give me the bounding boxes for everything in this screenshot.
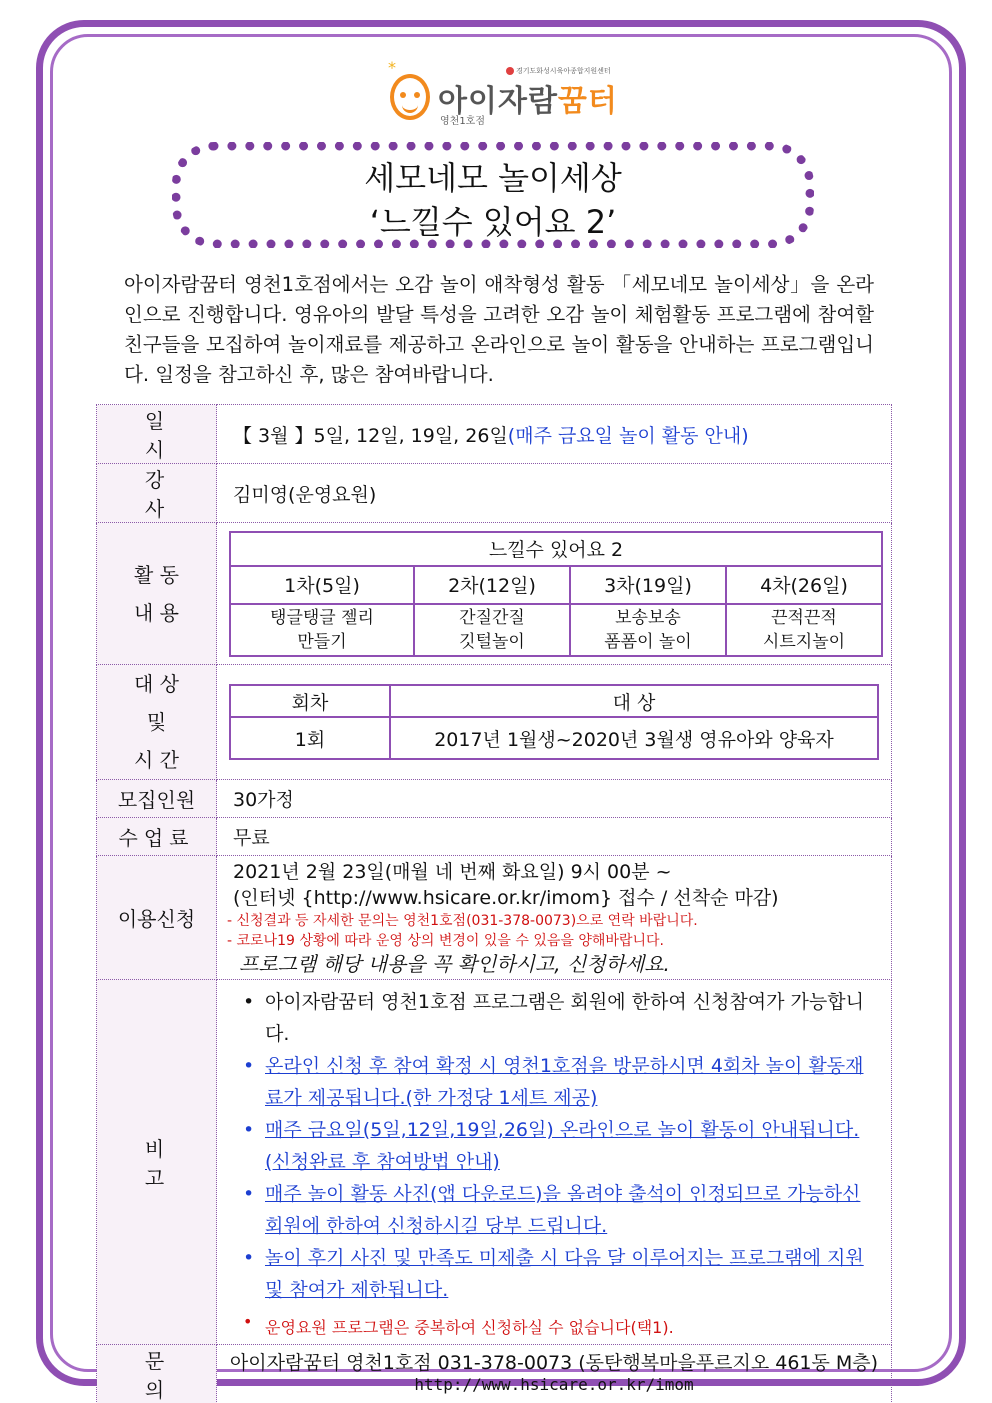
instructor-value: 김미영(운영요원) [217,464,892,523]
list-item: • 놀이 후기 사진 및 만족도 미제출 시 다음 달 이루어지는 프로그램에 지원 및 참여가 제한됩니다. [243,1247,864,1301]
target-round: 1회 [230,717,390,759]
title-box [172,142,814,248]
row-remarks [97,980,892,1345]
logo [386,60,616,130]
list-item: • 온라인 신청 후 참여 확정 시 영천1호점을 방문하시면 4회차 놀이 활동재료가 제공됩니다.(한 가정당 1세트 제공) [243,1055,864,1109]
session-activity: 간질간질 깃털놀이 [414,604,570,656]
remarks-cell [217,980,892,1345]
application-line2: (인터넷 {http://www.hsicare.or.kr/imom} 접수 / 선착순 마감) [233,886,779,909]
remarks-label: 비고 [97,980,217,1345]
intro-paragraph: 아이자람꿈터 영천1호점에서는 오감 놀이 애착형성 활동 「세모네모 놀이세상」을 온라인으로 진행합니다. 영유아의 발달 특성을 고려한 오감 놀이 체험활동 프로그램에 참여할 친구들을 모집하여 놀이재료를 제공하고 온라인으로 놀이 활동을 안내하는 프로그램입니다. 일정을 참고하신 후, 많은 참여바랍니다. [124,273,874,386]
contact-label: 문의 [97,1345,217,1403]
session-round: 1차(5일) [230,566,414,604]
session-activity: 보송보송 폼폼이 놀이 [570,604,726,656]
info-table [96,404,892,1403]
schedule-label: 일시 [97,405,217,464]
activity-table [229,531,883,657]
row-target [97,665,892,780]
session-activity: 끈적끈적 시트지놀이 [726,604,882,656]
target-table [229,684,879,760]
instructor-label: 강사 [97,464,217,523]
target-col-round: 회차 [230,685,390,717]
list-item: • 아이자람꿈터 영천1호점 프로그램은 회원에 한하여 신청참여가 가능합니다. [243,991,864,1045]
fee-value: 무료 [217,818,892,856]
session-activity: 탱글탱글 젤리 만들기 [230,604,414,656]
contact-line: 아이자람꿈터 영천1호점 031-378-0073 (동탄행복마을푸르지오 461동 M층) [229,1352,879,1374]
star-icon: * [388,58,396,77]
activity-label: 활 동 내 용 [97,523,217,665]
logo-dot-icon [506,67,514,75]
application-reminder: 프로그램 해당 내용을 꼭 확인하시고, 신청하세요. [239,951,670,976]
target-cell [217,665,892,780]
list-item: • 매주 금요일(5일,12일,19일,26일) 온라인으로 놀이 활동이 안내됩니다.(신청완료 후 참여방법 안내) [243,1119,860,1173]
application-cell [217,856,892,980]
smiley-face-icon [390,74,430,120]
row-contact [97,1345,892,1403]
row-activity [97,523,892,665]
page-subtitle: ‘느낄수 있어요 2’ [369,203,617,241]
application-label: 이용신청 [97,856,217,980]
application-note: - 코로나19 상황에 따라 운영 상의 변경이 있을 수 있음을 양해바랍니다. [227,932,664,949]
logo-tag: 경기도화성시육아종합지원센터 [506,66,611,76]
page-title: 세모네모 놀이세상 [364,159,622,197]
fee-label: 수업료 [97,818,217,856]
target-label: 대 상 및 시 간 [97,665,217,780]
row-instructor [97,464,892,523]
session-round: 2차(12일) [414,566,570,604]
contact-cell [217,1345,892,1403]
list-item: • 운영요원 프로그램은 중복하여 신청하실 수 없습니다(택1). [243,1312,674,1337]
capacity-value: 30가정 [217,780,892,818]
logo-name: 아이자람꿈터 [438,84,618,119]
session-round: 4차(26일) [726,566,882,604]
application-note: - 신청결과 등 자세한 문의는 영천1호점(031-378-0073)으로 연락 바랍니다. [227,912,698,929]
activity-cell [217,523,892,665]
remarks-list [217,980,891,1344]
row-schedule [97,405,892,464]
logo-branch: 영천1호점 [440,116,486,127]
list-item: • 매주 놀이 활동 사진(앱 다운로드)을 올려야 출석이 인정되므로 가능하신 회원에 한하여 신청하시길 당부 드립니다. [243,1183,861,1237]
target-col-target: 대 상 [390,685,878,717]
application-line1: 2021년 2월 23일(매월 네 번째 화요일) 9시 00분 ~ [233,860,672,883]
row-application [97,856,892,980]
activity-header: 느낄수 있어요 2 [230,532,882,566]
contact-url[interactable]: http://www.hsicare.or.kr/imom [414,1375,694,1394]
session-round: 3차(19일) [570,566,726,604]
row-capacity [97,780,892,818]
target-value: 2017년 1월생~2020년 3월생 영유아와 양육자 [390,717,878,759]
row-fee [97,818,892,856]
schedule-value: 【 3월 】5일, 12일, 19일, 26일(매주 금요일 놀이 활동 안내) [217,405,892,464]
capacity-label: 모집인원 [97,780,217,818]
